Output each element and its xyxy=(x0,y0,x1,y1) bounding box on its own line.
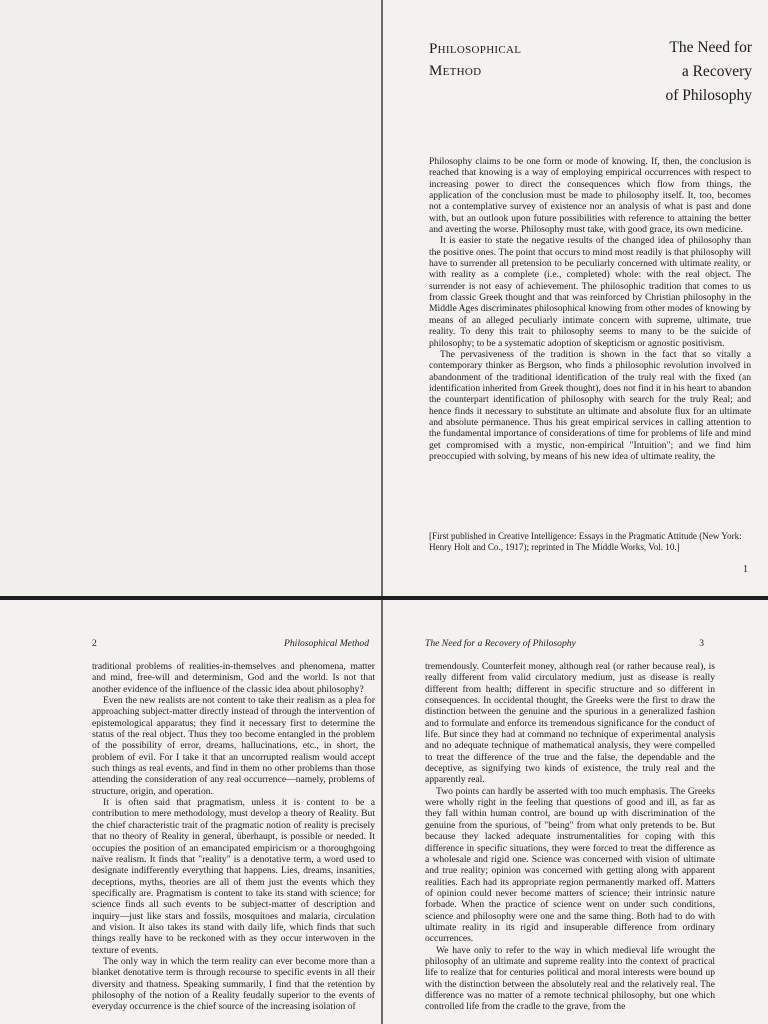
running-head: The Need for a Recovery of Philosophy xyxy=(425,638,576,649)
paragraph: Even the new realists are not content to take their realism as a plea for approaching subject-matter directly instead of through the intervention of epistemological apparatus; they find it necessary first to determine the status of the real object. Thus they too become entangled in the problem of the possibility of error, dreams, hallucinations, etc., in short, the problem of evil. For I take it that an uncorrupted realism would accept such things as real events, and find in them no other problems than those attending the consideration of any real occurrence—namely, problems of structure, origin, and operation. xyxy=(92,695,375,797)
paragraph: Philosophy claims to be one form or mode of knowing. If, then, the conclusion is reached that knowing is a way of employing empirical occurrences with respect to increasing power to direct the consequences which flow from things, the application of the conclusion must be made to philosophy itself. It, too, becomes not a contemplative survey of existence nor an analysis of what is past and done with, but an outlook upon future possibilities with reference to attaining the better and averting the worse. Philosophy must take, with good grace, its own medicine. xyxy=(429,156,751,236)
body-text xyxy=(425,661,715,1013)
paragraph: Two points can hardly be asserted with too much emphasis. The Greeks were wholly right in the feeling that questions of good and ill, as far as they fall within human control, are bound up with discrimination of the genuine from the spurious, of "being" from what only pretends to be. But because they lacked adequate instrumentalities for coping with this difference in specific situations, they were forced to treat the difference as a wholesale and rigid one. Science was concerned with vision of ultimate and true reality; opinion was concerned with getting along with apparent realities. Each had its appropriate region permanently marked off. Matters of opinion could never become matters of science; their intrinsic nature forbade. When the practice of science went on under such conditions, science and philosophy were one and the same thing. Both had to do with ultimate reality in its rigid and insuperable difference from ordinary occurrences. xyxy=(425,785,715,945)
paragraph: tremendously. Counterfeit money, although real (or rather because real), is really different from valid circulatory medium, just as disease is really different from health; different in specific structure and so different in consequences. In occidental thought, the Greeks were the first to draw the distinction between the genuine and the spurious in a generalized fashion and to formulate and enforce its tremendous significance for the conduct of life. But since they had at command no technique of experimental analysis and no adequate technique of mathematical analysis, they were compelled to treat the difference of the true and the false, the dependable and the deceptive, as signifying two kinds of existence, the truly real and the apparently real. xyxy=(425,661,715,786)
paragraph: The only way in which the term reality can ever become more than a blanket denotative term is through recourse to specific events in all their diversity and thatness. Speaking summarily, I find that the retention by philosophy of the notion of a Reality feudally superior to the events of everyday occurrence is the chief source of the increasing isolation of xyxy=(92,955,375,1013)
footnote: [First published in Creative Intelligence: Essays in the Pragmatic Attitude (New York: Henry Holt and Co., 1917); reprinted in The Middle Works, Vol. 10.] xyxy=(429,531,742,552)
section-heading-line: Method xyxy=(429,63,482,79)
body-text xyxy=(92,661,375,1013)
body-text xyxy=(429,156,751,462)
section-heading xyxy=(429,38,579,82)
paragraph: We have only to refer to the way in which medieval life wrought the philosophy of an ultimate and supreme reality into the context of practical life to realize that for centuries political and moral interests were bound up with the distinction between the absolutely real and the relatively real. The difference was no matter of a remote technical philosophy, but one which controlled life from the cradle to the grave, from the xyxy=(425,944,715,1013)
page-number: 1 xyxy=(743,564,748,575)
paragraph: The pervasiveness of the tradition is shown in the fact that so vitally a contemporary thinker as Bergson, who finds a philosophic revolution involved in abandonment of the traditional identification of the truly real with the fixed (an identification inherited from Greek thought), does not find it in his heart to abandon the counterpart identification of philosophy with search for the truly Real; and hence finds it necessary to substitute an ultimate and absolute flux for an ultimate and absolute permanence. Thus his great empirical services in calling attention to the fundamental importance of considerations of time for problems of life and mind get compromised with a mystic, non-empirical "Intuition"; and we find him preoccupied with solving, by means of his new idea of ultimate reality, the xyxy=(429,348,751,462)
page-number: 2 xyxy=(92,638,97,649)
blank-left-page xyxy=(0,0,381,596)
paragraph: It is often said that pragmatism, unless it is content to be a contribution to mere methodology, must develop a theory of Reality. But the chief characteristic trait of the pragmatic notion of reality is precisely that no theory of Reality in general, überhaupt, is possible or needed. It occupies the position of an emancipated empiricism or a thoroughgoing naïve realism. It finds that "reality" is a denotative term, a word used to designate indifferently everything that happens. Lies, dreams, insanities, deceptions, myths, theories are all of them just the events which they specifically are. Pragmatism is content to take its stand with science; for science finds all such events to be subject-matter of description and inquiry—just like stars and fossils, mosquitoes and malaria, circulation and vision. It also takes its stand with daily life, which finds that such things really have to be reckoned with as they occur interwoven in the texture of events. xyxy=(92,797,375,956)
page-number: 3 xyxy=(699,638,704,649)
spine-fold xyxy=(381,0,383,1024)
paragraph: traditional problems of realities-in-themselves and phenomena, matter and mind, free-will and determinism, God and the world. Is not that another evidence of the influence of the classic idea about philosophy? xyxy=(92,661,375,695)
page-3 xyxy=(383,600,768,1024)
paragraph: It is easier to state the negative results of the changed idea of philosophy than the positive ones. The point that occurs to mind most readily is that philosophy will have to surrender all pretension to be peculiarly concerned with ultimate reality, or with reality as a complete (i.e., completed) whole: with the real object. The surrender is not easy of achievement. The philosophic tradition that comes to us from classic Greek thought and that was reinforced by Christian philosophy in the Middle Ages discriminates philosophical knowing from other modes of knowing by means of an alleged peculiarly intimate concern with supreme, ultimate, true reality. To deny this trait to philosophy seems to many to be the suicide of philosophy; to be a systematic adoption of skepticism or agnostic positivism. xyxy=(429,235,751,349)
section-heading-line: Philosophical xyxy=(429,41,522,57)
chapter-title xyxy=(572,36,752,108)
chapter-title-line: a Recovery xyxy=(681,63,752,80)
scan-gap xyxy=(0,596,768,600)
running-head: Philosophical Method xyxy=(284,638,369,649)
chapter-title-line: The Need for xyxy=(669,39,752,56)
page-2 xyxy=(0,600,381,1024)
chapter-title-line: of Philosophy xyxy=(665,87,752,104)
page-1 xyxy=(383,0,768,596)
